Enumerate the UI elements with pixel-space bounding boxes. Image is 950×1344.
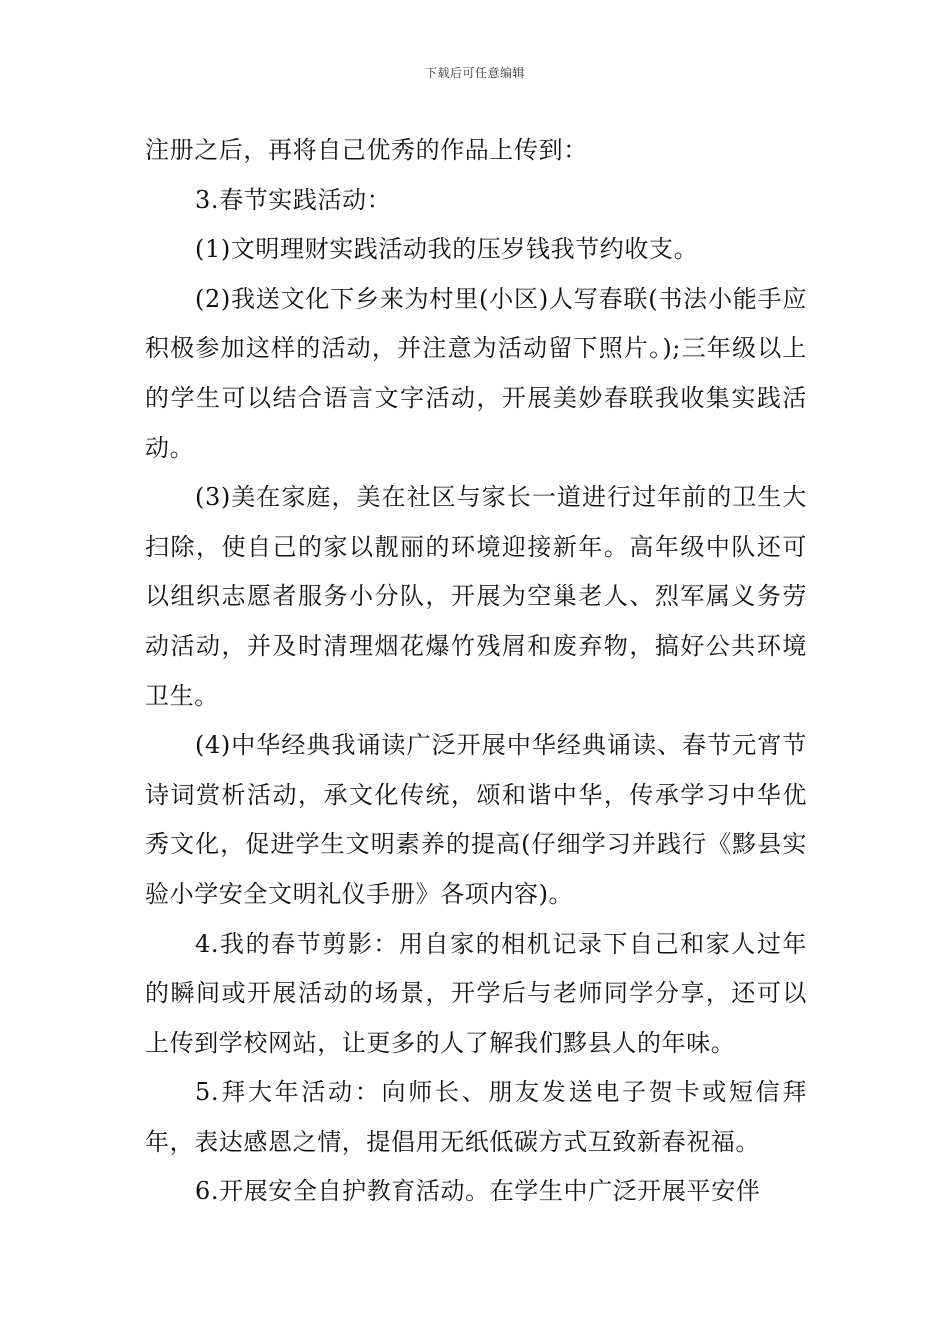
paragraph-continuation: 注册之后，再将自己优秀的作品上传到： xyxy=(145,136,588,164)
paragraph-sub-1: (1)文明理财实践活动我的压岁钱我节约收支。 xyxy=(195,235,699,264)
document-body xyxy=(145,126,807,1217)
paragraph-sub-4: (4)中华经典我诵读广泛开展中华经典诵读、春节元宵节诗词赏析活动，承文化传统，颂和谐中华，传承学习中华优秀文化，促进学生文明素养的提高(仔细学习并践行《黟县实验小学安全文明礼仪手册》各项内容)。 xyxy=(145,731,807,908)
paragraph-item-4: 4.我的春节剪影：用自家的相机记录下自己和家人过年的瞬间或开展活动的场景，开学后与老师同学分享，还可以上传到学校网站，让更多的人了解我们黟县人的年味。 xyxy=(145,929,807,1057)
paragraph-item-5: 5.拜大年活动：向师长、朋友发送电子贺卡或短信拜年，表达感恩之情，提倡用无纸低碳方式互致新春祝福。 xyxy=(145,1078,807,1156)
page-header: 下载后可任意编辑 xyxy=(424,66,525,80)
paragraph-sub-3: (3)美在家庭，美在社区与家长一道进行过年前的卫生大扫除，使自己的家以靓丽的环境迎接新年。高年级中队还可以组织志愿者服务小分队，开展为空巢老人、烈军属义务劳动活动，并及时清理烟花爆竹残屑和废弃物，搞好公共环境卫生。 xyxy=(145,483,807,710)
paragraph-sub-2: (2)我送文化下乡来为村里(小区)人写春联(书法小能手应积极参加这样的活动，并注意为活动留下照片。);三年级以上的学生可以结合语言文字活动，开展美妙春联我收集实践活动。 xyxy=(145,284,807,462)
paragraph-item-6: 6.开展安全自护教育活动。在学生中广泛开展平安伴 xyxy=(195,1177,761,1206)
paragraph-item-3: 3.春节实践活动： xyxy=(195,185,392,214)
